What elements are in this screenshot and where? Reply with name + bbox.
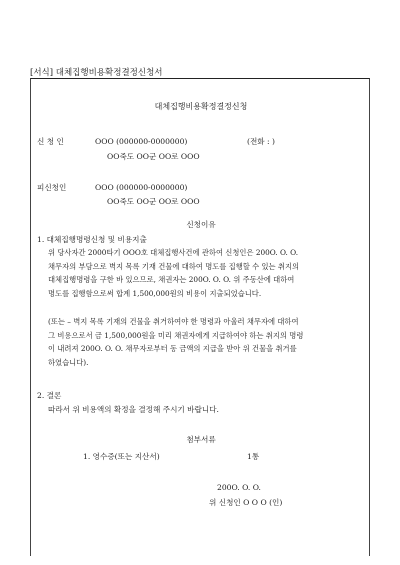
paragraph-line: 대체집행명령을 구한 바 있으므로, 채권자는 200O. O. O. 위 주동산에 대하여 (48, 275, 295, 284)
paragraph-line: 위 당사자간 2000타기 OOO호 대체집행사건에 관하여 신청인은 200O. O. O. (48, 248, 299, 257)
section2-heading: 2. 결론 (37, 391, 62, 400)
applicant-label: 신 청 인 (37, 137, 64, 146)
form-label: [서식] 대체집행비용확정결정신청서 (30, 68, 163, 78)
paragraph-line: 명도를 집행함으로써 합계 1,500,000원의 비용이 지출되었습니다. (48, 288, 262, 298)
document-frame (30, 78, 370, 556)
paragraph-line: 그 비용으로서 금 1,500,000원을 미리 채권자에게 지급하여야 하는 취지의 명령 (48, 330, 304, 340)
paragraph-line: 하였습니다). (48, 357, 89, 367)
respondent-label: 피신청인 (37, 183, 67, 192)
paragraph-line: (또는 – 벽지 목록 기재의 건물을 취거하여야 한 명령과 아울러 채무자에 대하여 (48, 317, 299, 326)
paragraph-line: 채무자의 부담으로 벽지 목록 기재 건물에 대하여 명도를 집행할 수 있는 취지의 (48, 261, 300, 271)
paragraph-line: 이 내려져 200O. O. O. 채무자로부터 동 금액의 지급을 받아 위 건물을 취거를 (48, 344, 297, 353)
document-date: 200O. O. O. (217, 483, 261, 492)
section2-text: 따라서 위 비용액의 확정을 결정해 주시기 바랍니다. (48, 405, 219, 414)
attachment-item: 1. 영수증(또는 지산서) (83, 452, 160, 461)
attachment-count: 1통 (247, 452, 260, 461)
note-paragraph (48, 315, 348, 369)
section1-heading: 1. 대체집행명령신청 및 비용지출 (37, 235, 147, 244)
document-title: 대체집행비용확정결정신청 (154, 102, 248, 111)
applicant-name: OOO (000000-0000000) (95, 137, 188, 146)
respondent-address: OO죽도 OO군 OO로 OOO (107, 197, 200, 206)
applicant-address: OO죽도 OO군 OO로 OOO (107, 152, 200, 161)
reasons-heading: 신청이유 (186, 220, 216, 229)
section1-paragraph (48, 246, 348, 300)
applicant-phone: (전화 : ) (247, 137, 275, 146)
signature-line: 위 신청인 O O O (인) (209, 498, 283, 507)
attachments-heading: 첨부서류 (186, 435, 216, 444)
respondent-name: OOO (000000-0000000) (95, 183, 188, 192)
